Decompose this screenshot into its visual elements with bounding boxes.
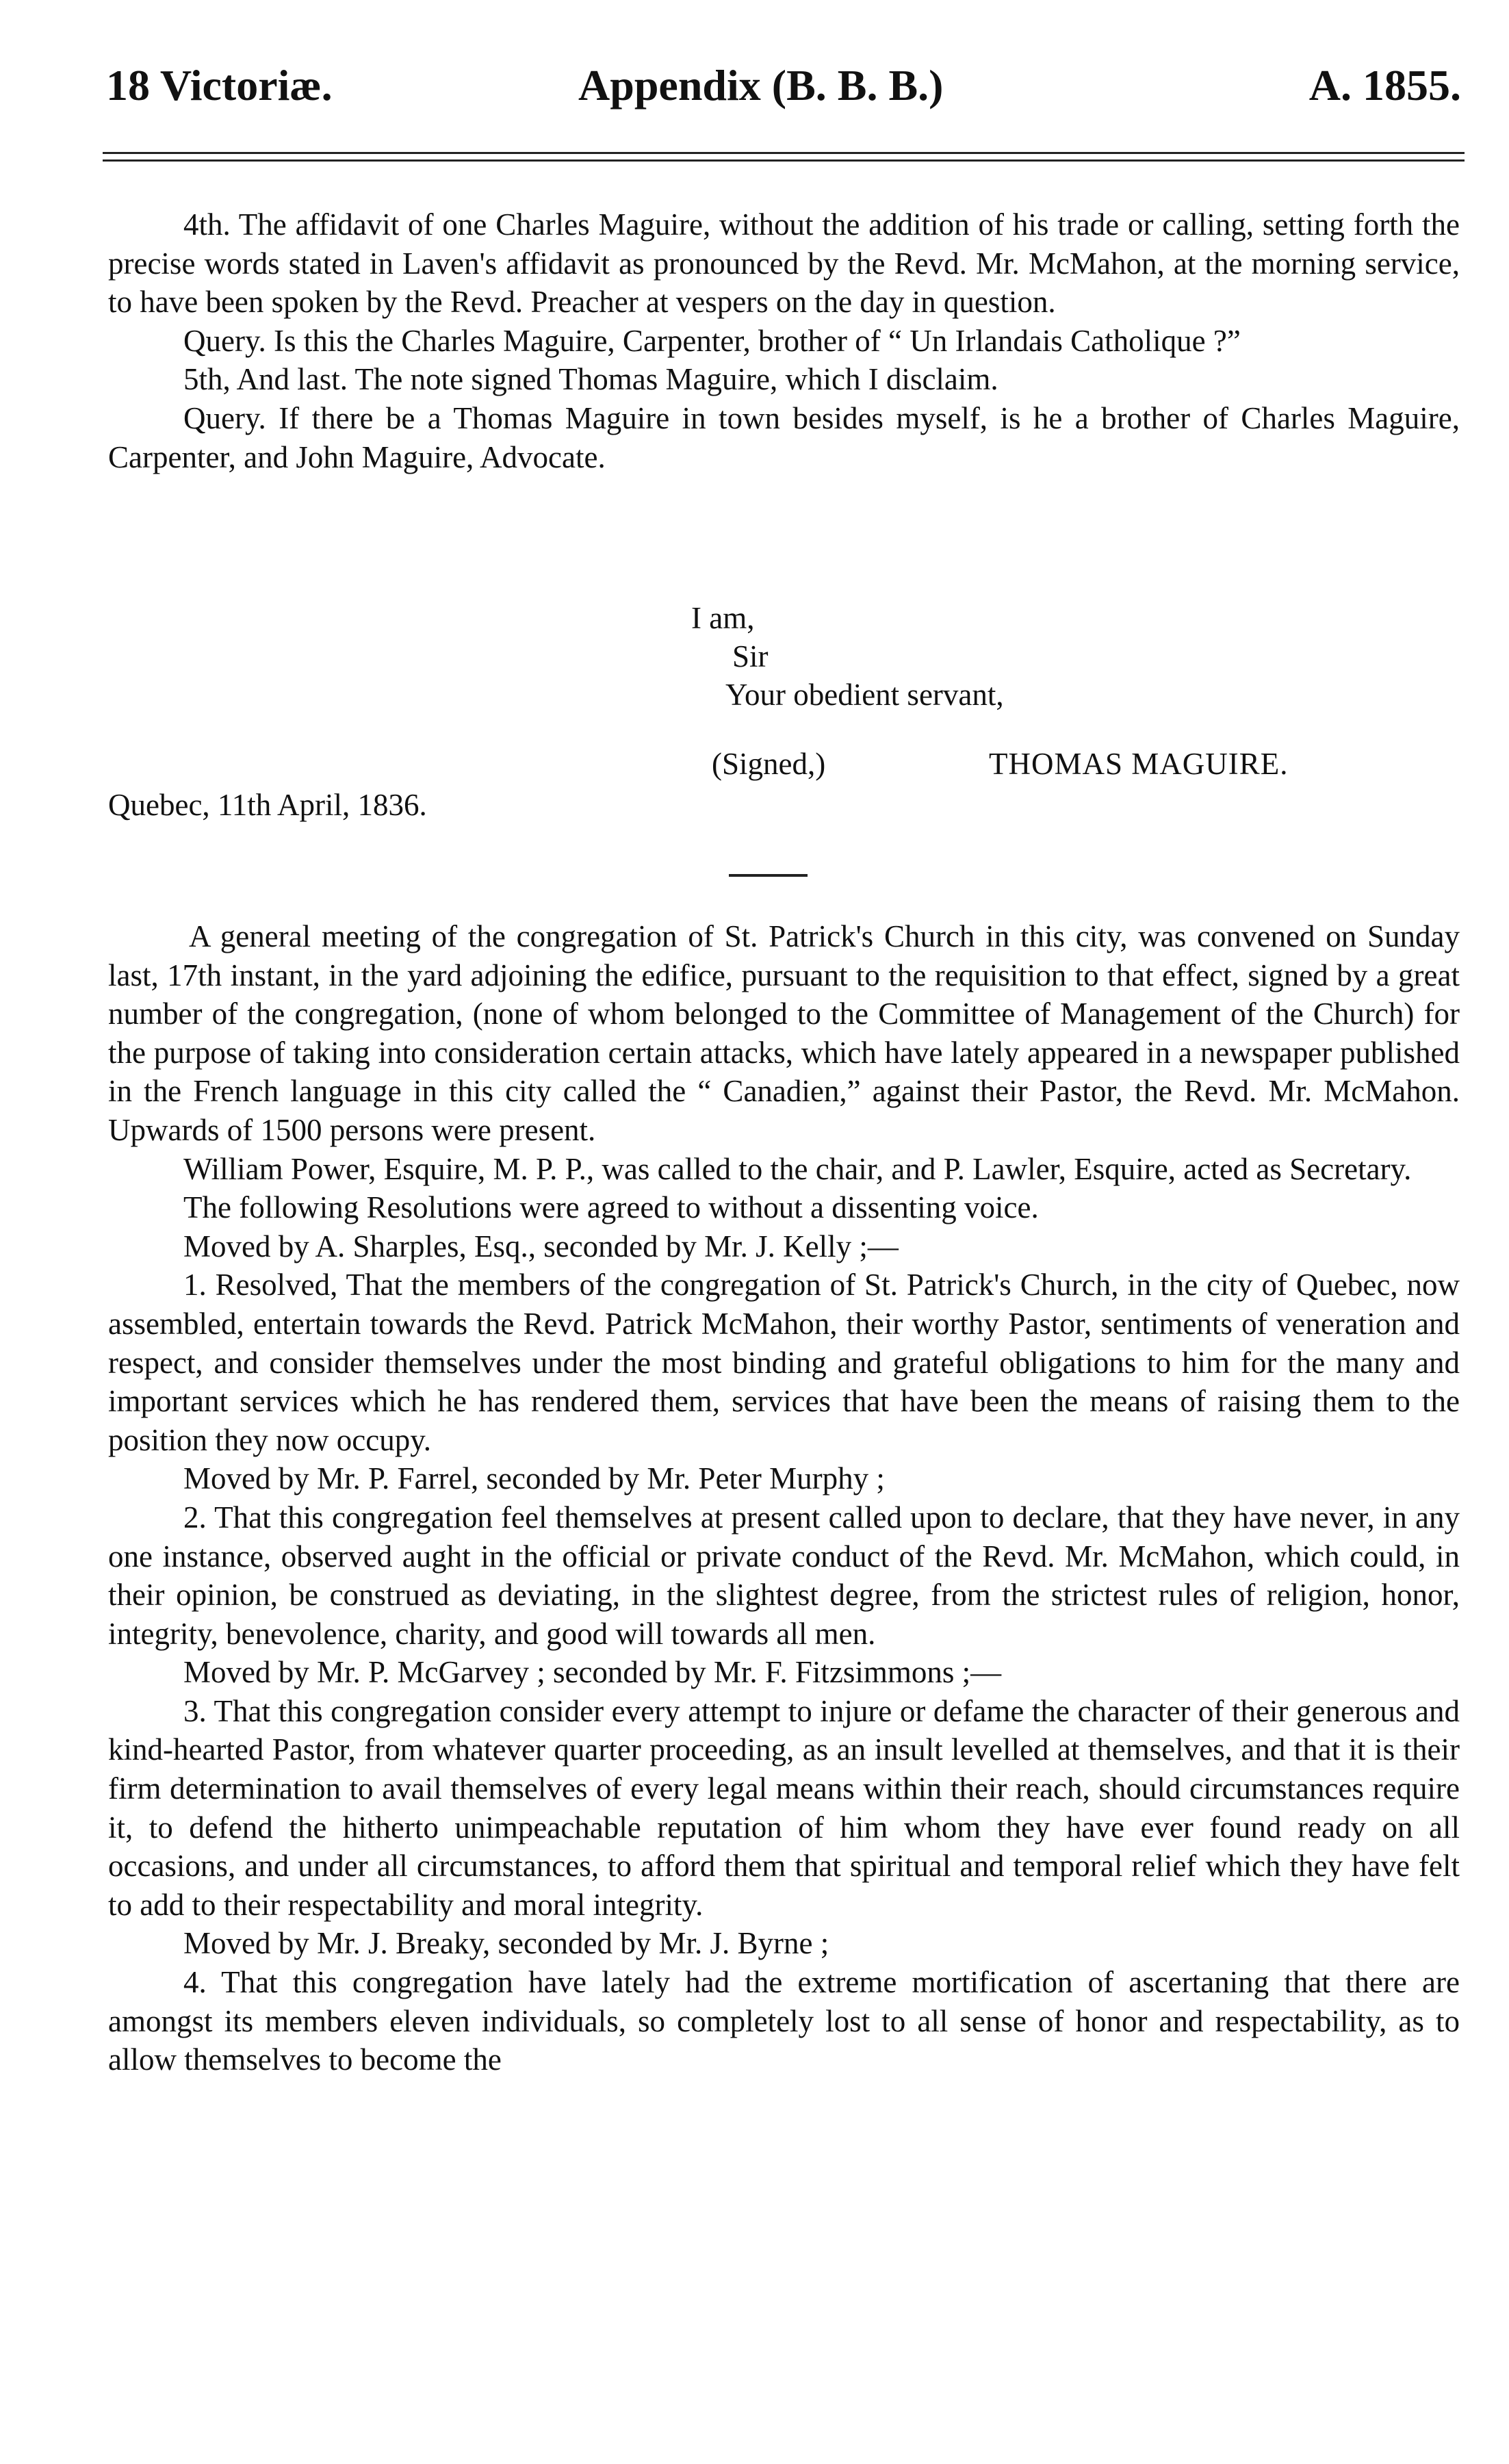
- paragraph-moved-1: Moved by A. Sharples, Esq., seconded by Mr. J. Kelly ;—: [183, 1229, 899, 1263]
- closing-line-sir: Sir: [732, 639, 769, 673]
- paragraph-resolutions-intro: The following Resolutions were agreed to without a dissenting voice.: [183, 1190, 1039, 1225]
- header-appendix: Appendix (B. B. B.): [578, 61, 944, 110]
- paragraph-fifth: 5th, And last. The note signed Thomas Maguire, which I disclaim.: [183, 362, 998, 397]
- header-volume: 18 Victoriæ.: [106, 61, 333, 110]
- section-divider: [729, 874, 808, 877]
- letter-body: [108, 205, 1460, 476]
- closing-line-servant: Your obedient servant,: [725, 678, 1004, 712]
- signatory-name: THOMAS MAGUIRE.: [989, 747, 1289, 781]
- paragraph-query-1: Query. Is this the Charles Maguire, Carpenter, brother of “ Un Irlandais Catholique ?”: [183, 323, 1241, 358]
- paragraph-resolution-1: 1. Resolved, That the members of the congregation of St. Patrick's Church, in the city of Quebec, now assembled, entertain towards the Revd. Patrick McMahon, their worthy Pastor, sentiments of veneration and respect, and consider themselves under the most binding and grateful obligations to him for the many and important services which he has rendered them, services that have been the means of raising them to the position they now occupy.: [108, 1268, 1460, 1457]
- closing-line-i-am: I am,: [691, 601, 755, 635]
- header-rule: [103, 152, 1465, 162]
- signed-label: (Signed,): [712, 747, 826, 781]
- paragraph-resolution-4: 4. That this congregation have lately had the extreme mortification of ascertaning that there are amongst its members eleven individuals, so completely lost to all sense of honor and respectability, as to allow themselves to become the: [108, 1965, 1460, 2077]
- paragraph-meeting: A general meeting of the congregation of St. Patrick's Church in this city, was convened on Sunday last, 17th instant, in the yard adjoining the edifice, pursuant to the requisition to that effect, signed by a great number of the congregation, (none of whom belonged to the Committee of Management of the Church) for the purpose of taking into consideration certain attacks, which have lately appeared in a newspaper published in the French language in this city called the “ Canadien,” against their Pastor, the Revd. Mr. McMahon. Upwards of 1500 persons were present.: [108, 919, 1460, 1147]
- paragraph-chair: William Power, Esquire, M. P. P., was called to the chair, and P. Lawler, Esquire, acted as Secretary.: [183, 1151, 1412, 1186]
- paragraph-resolution-3: 3. That this congregation consider every attempt to injure or defame the character of their generous and kind-hearted Pastor, from whatever quarter proceeding, as an insult levelled at themselves, and that it is their firm determination to avail themselves of every legal means within their reach, should circumstances require it, to defend the hitherto unimpeachable reputation of him whom they have ever found ready on all occasions, and under all circumstances, to afford them that spiritual and temporal relief which they have felt to add to their respectability and moral integrity.: [108, 1693, 1460, 1922]
- place-date: Quebec, 11th April, 1836.: [108, 788, 427, 822]
- paragraph-moved-3: Moved by Mr. P. McGarvey ; seconded by Mr. F. Fitzsimmons ;—: [183, 1655, 1002, 1690]
- paragraph-affidavit: 4th. The affidavit of one Charles Maguire, without the addition of his trade or calling, setting forth the precise words stated in Laven's affidavit as pronounced by the Revd. Mr. McMahon, at the morning service, to have been spoken by the Revd. Preacher at vespers on the day in question.: [108, 207, 1460, 320]
- letter-closing: [691, 599, 1004, 714]
- header-year: A. 1855.: [1308, 61, 1461, 110]
- paragraph-moved-4: Moved by Mr. J. Breaky, seconded by Mr. J. Byrne ;: [183, 1926, 829, 1961]
- paragraph-resolution-2: 2. That this congregation feel themselves at present called upon to declare, that they have never, in any one instance, observed aught in the official or private conduct of the Revd. Mr. McMahon, which could, in their opinion, be construed as deviating, in the slightest degree, from the strictest rules of religion, honor, integrity, benevolence, charity, and good will towards all men.: [108, 1500, 1460, 1651]
- meeting-report: [108, 917, 1460, 2079]
- paragraph-moved-2: Moved by Mr. P. Farrel, seconded by Mr. Peter Murphy ;: [183, 1461, 885, 1496]
- running-header: [106, 60, 1461, 115]
- paragraph-query-2: Query. If there be a Thomas Maguire in town besides myself, is he a brother of Charles Maguire, Carpenter, and John Maguire, Advocate.: [108, 400, 1460, 474]
